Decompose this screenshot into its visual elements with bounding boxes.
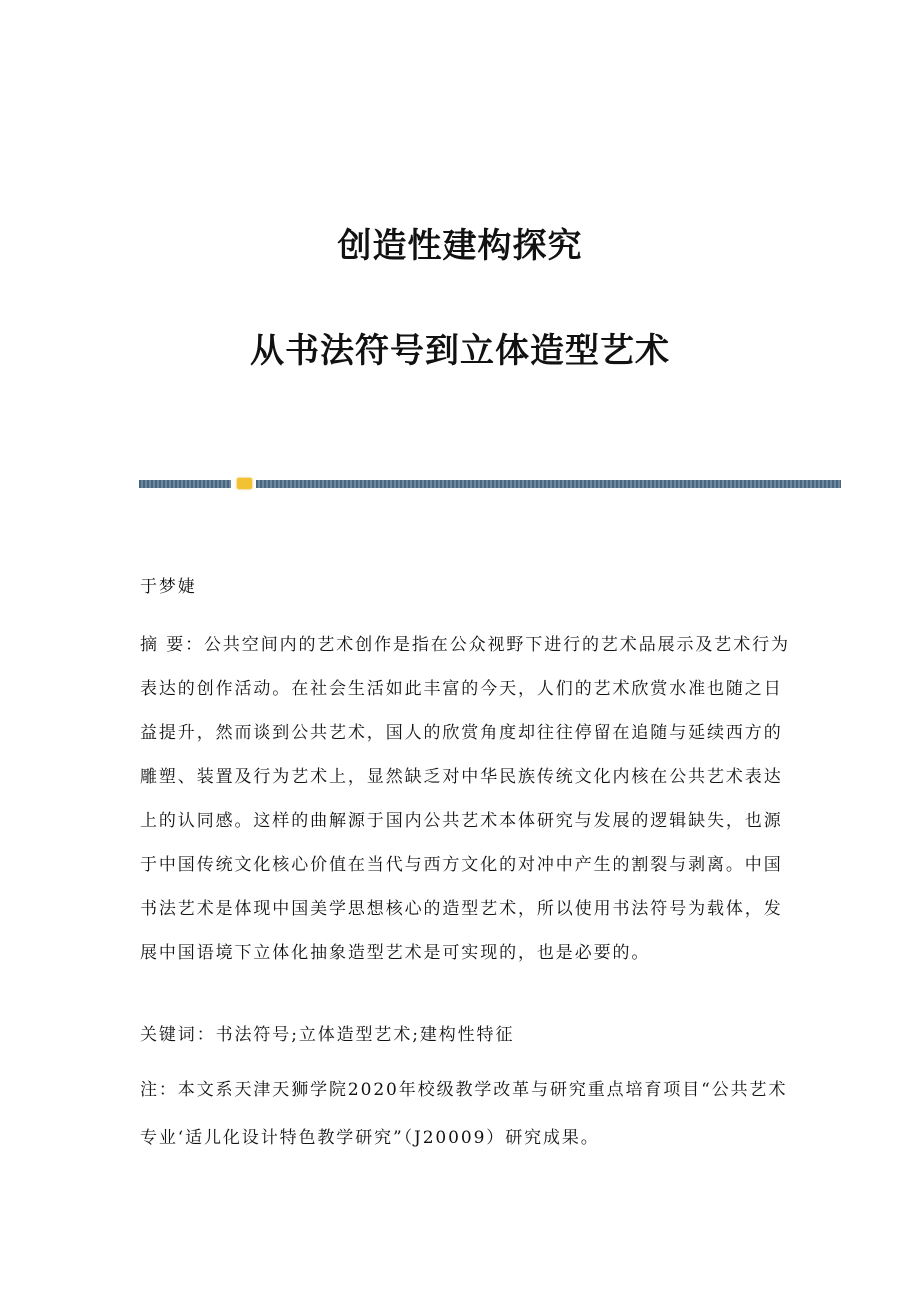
abstract-line: 摘 要：公共空间内的艺术创作是指在公众视野下进行的艺术品展示及艺术行为 — [140, 635, 790, 655]
abstract-line: 展中国语境下立体化抽象造型艺术是可实现的，也是必要的。 — [140, 943, 651, 963]
author: 于梦婕 — [140, 577, 197, 597]
title-line-1: 创造性建构探究 — [337, 226, 583, 266]
abstract-line: 书法艺术是体现中国美学思想核心的造型艺术，所以使用书法符号为载体，发 — [140, 899, 783, 919]
title-line-2: 从书法符号到立体造型艺术 — [250, 331, 670, 371]
abstract-line: 于中国传统文化核心价值在当代与西方文化的对冲中产生的割裂与剥离。中国 — [140, 855, 783, 875]
keywords: 关键词：书法符号;立体造型艺术;建构性特征 — [140, 1025, 515, 1045]
note-line: 专业‘适儿化设计特色教学研究”（J20009）研究成果。 — [140, 1128, 600, 1148]
abstract-line: 雕塑、装置及行为艺术上，显然缺乏对中华民族传统文化内核在公共艺术表达 — [140, 767, 783, 787]
abstract-line: 益提升，然而谈到公共艺术，国人的欣赏角度却往往停留在追随与延续西方的 — [140, 723, 783, 743]
divider-right — [256, 480, 841, 488]
note-line: 注：本文系天津天狮学院2020年校级教学改革与研究重点培育项目“公共艺术 — [140, 1080, 788, 1100]
abstract-line: 上的认同感。这样的曲解源于国内公共艺术本体研究与发展的逻辑缺失，也源 — [140, 811, 783, 831]
divider-left — [139, 480, 231, 488]
divider-ornament-icon — [237, 478, 252, 489]
abstract-line: 表达的创作活动。在社会生活如此丰富的今天，人们的艺术欣赏水准也随之日 — [140, 679, 783, 699]
